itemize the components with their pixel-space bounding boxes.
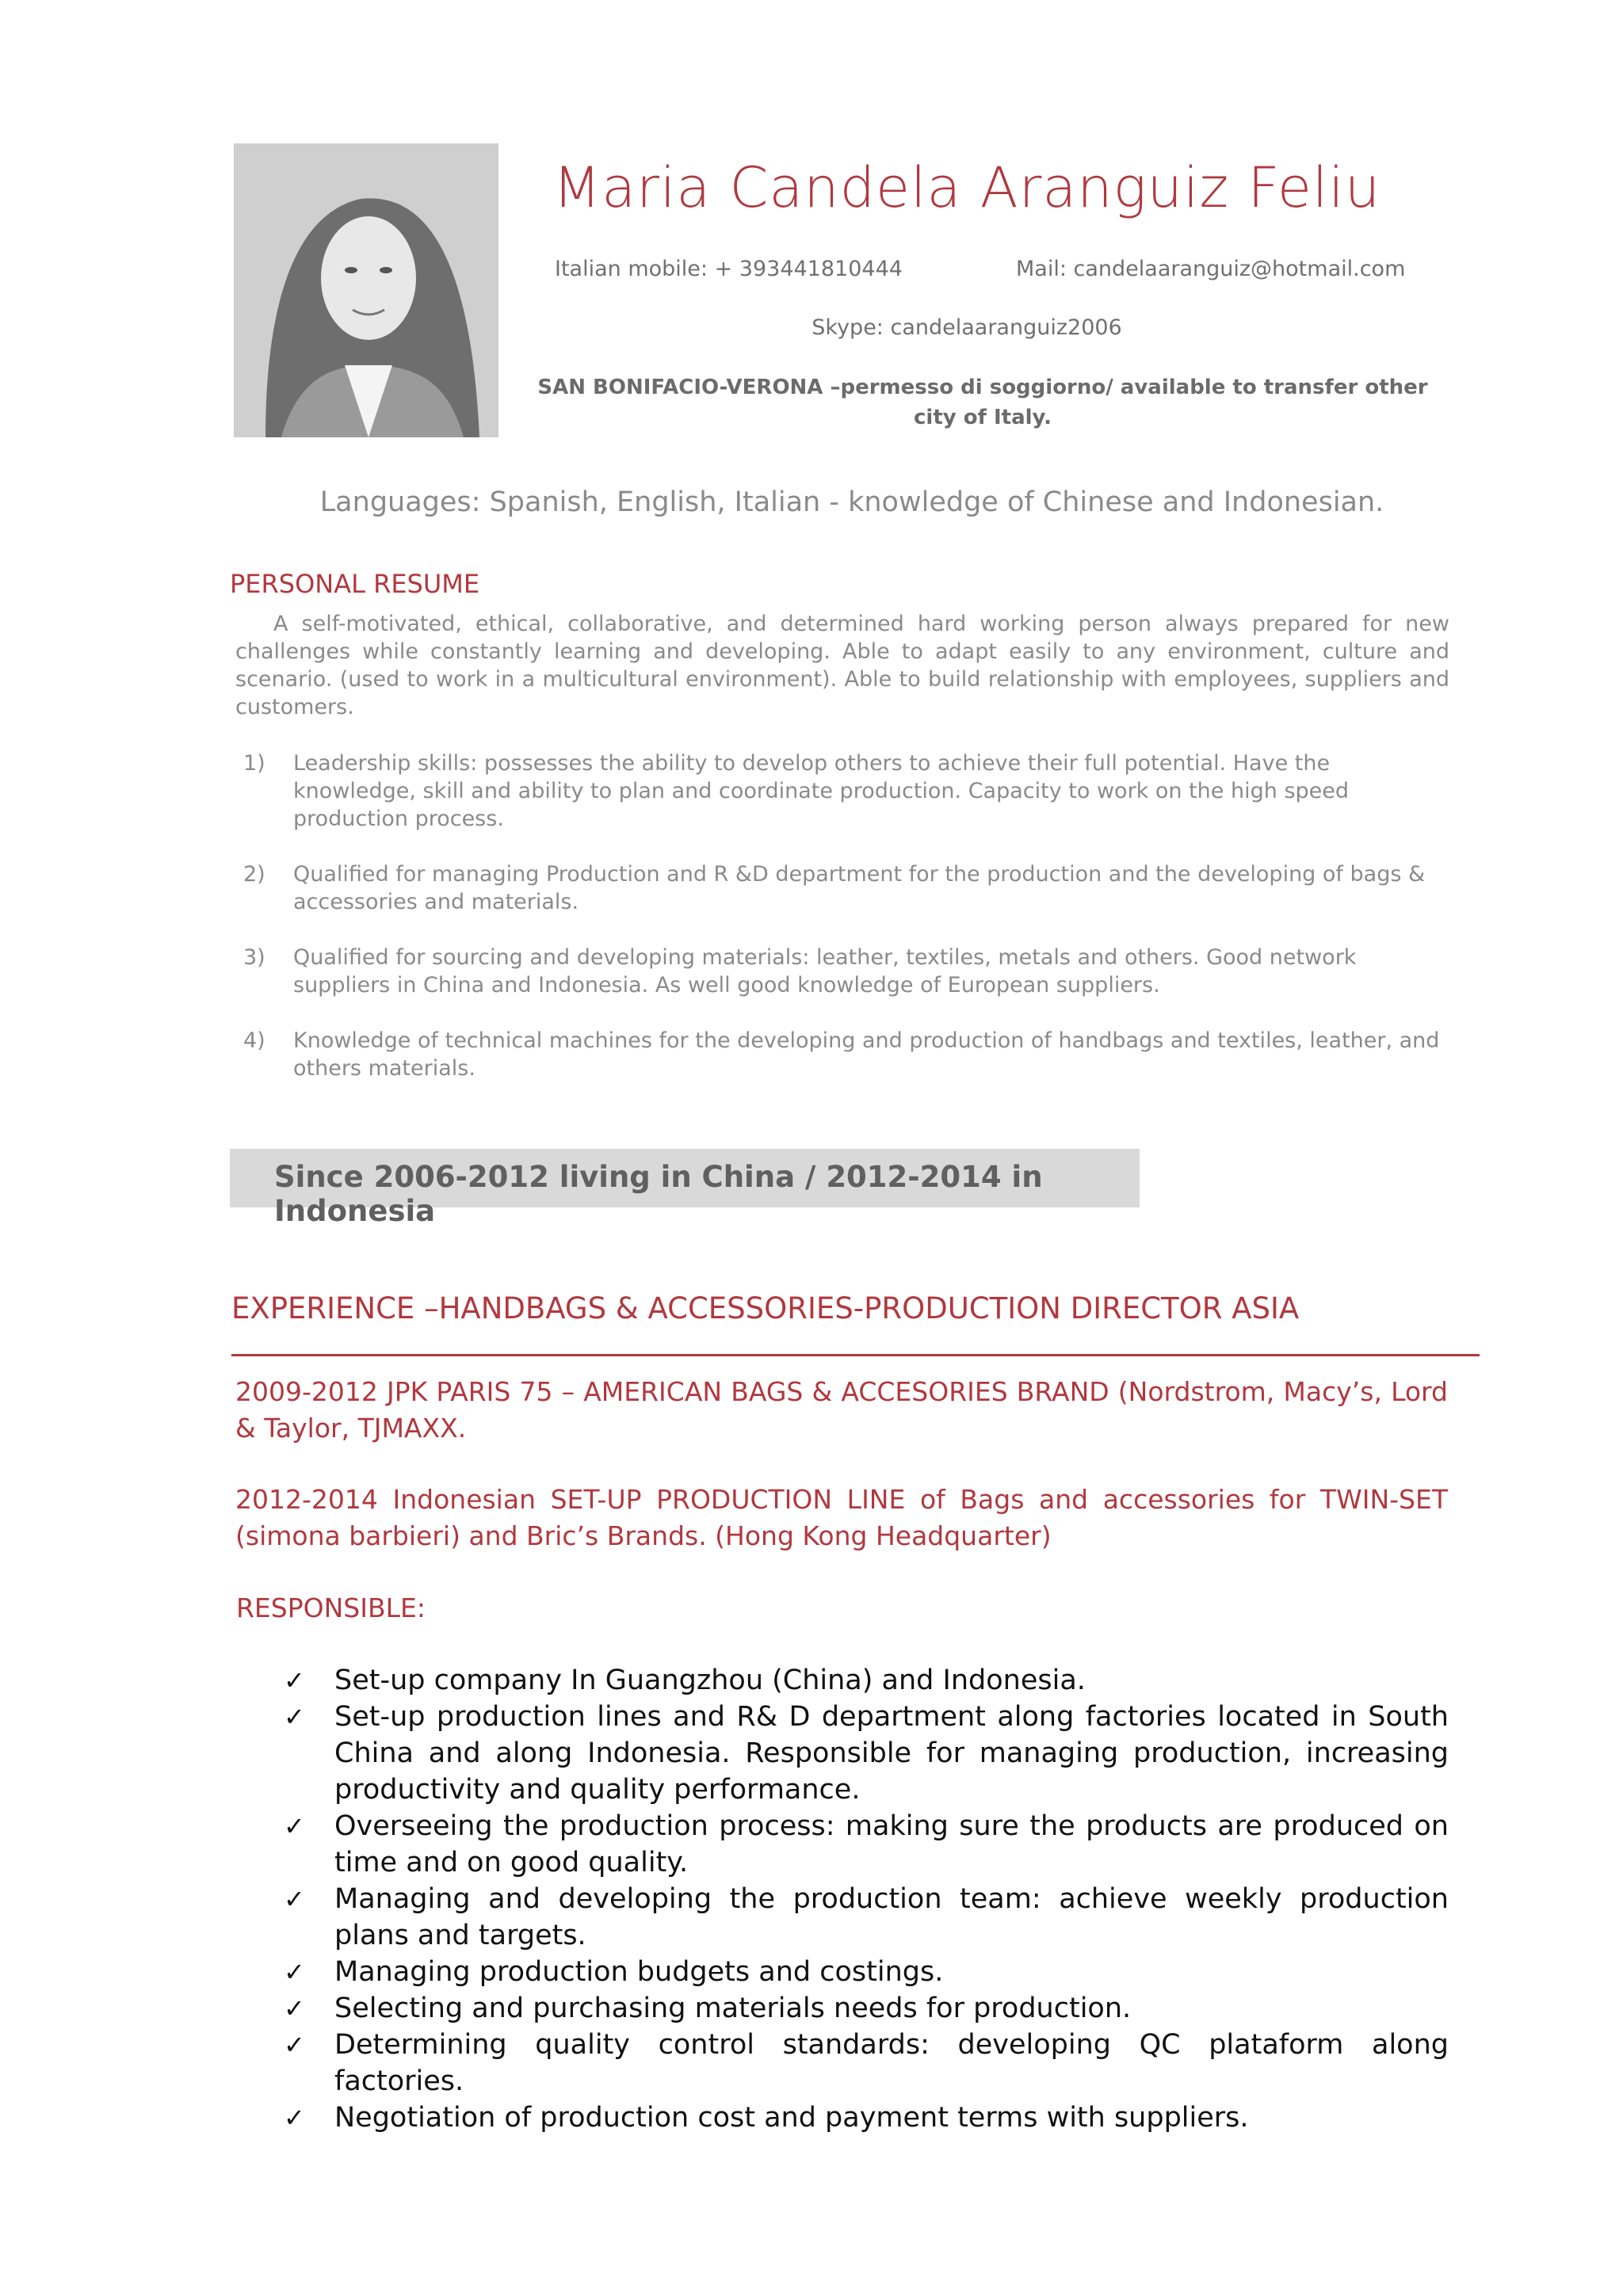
job-entry-indonesia: 2012-2014 Indonesian SET-UP PRODUCTION LINE of Bags and accessories for TWIN-SET (simona barbieri) and Bric’s Brands. (Hong Kong Headquarter) bbox=[235, 1484, 1448, 1551]
responsibilities-list bbox=[284, 1662, 1449, 2136]
item-number: 3) bbox=[243, 945, 265, 970]
personal-resume-heading: PERSONAL RESUME bbox=[230, 569, 480, 599]
item-text: Managing production budgets and costings. bbox=[334, 1956, 944, 1988]
checkmark-icon: ✓ bbox=[284, 2030, 305, 2060]
job-entry-jpk: 2009-2012 JPK PARIS 75 – AMERICAN BAGS & ACCESORIES BRAND (Nordstrom, Macy’s, Lord & Taylor, TJMAXX. bbox=[235, 1376, 1448, 1444]
item-number: 4) bbox=[243, 1028, 265, 1053]
item-text: Negotiation of production cost and payment terms with suppliers. bbox=[334, 2102, 1249, 2134]
item-text: Managing and developing the production team: achieve weekly production plans and targets. bbox=[334, 1883, 1449, 1951]
list-item bbox=[284, 1808, 1449, 1881]
list-item bbox=[235, 944, 1452, 999]
responsible-heading: RESPONSIBLE: bbox=[236, 1592, 426, 1623]
checkmark-icon: ✓ bbox=[284, 1884, 305, 1914]
checkmark-icon: ✓ bbox=[284, 1957, 305, 1987]
section-divider bbox=[231, 1354, 1480, 1356]
item-number: 1) bbox=[243, 751, 265, 776]
item-text: Qualified for managing Production and R &D department for the production and the developing of bags & accessories and materials. bbox=[293, 862, 1426, 914]
list-item bbox=[284, 1954, 1449, 1990]
residence-banner-text: Since 2006-2012 living in China / 2012-2014 in Indonesia bbox=[274, 1160, 1043, 1228]
list-item bbox=[284, 1662, 1449, 1699]
languages-line: Languages: Spanish, English, Italian - knowledge of Chinese and Indonesian. bbox=[319, 486, 1384, 518]
email-address: Mail: candelaaranguiz@hotmail.com bbox=[1016, 257, 1406, 281]
checkmark-icon: ✓ bbox=[284, 1811, 305, 1841]
list-item bbox=[284, 2100, 1449, 2136]
item-text: Set-up company In Guangzhou (China) and Indonesia. bbox=[334, 1665, 1086, 1696]
candidate-name: Maria Candela Aranguiz Feliu bbox=[552, 155, 1381, 220]
item-text: Set-up production lines and R& D department along factories located in South China and along Indonesia. Responsible for managing production, increasing productivity and quality performance. bbox=[334, 1701, 1449, 1806]
item-text: Selecting and purchasing materials needs for production. bbox=[334, 1993, 1132, 2024]
item-text: Qualified for sourcing and developing materials: leather, textiles, metals and others. Good network suppliers in China and Indonesia. As well good knowledge of European suppliers. bbox=[293, 945, 1357, 997]
checkmark-icon: ✓ bbox=[284, 1993, 305, 2023]
skills-list bbox=[235, 749, 1452, 1110]
list-item bbox=[284, 1990, 1449, 2027]
residence-banner bbox=[230, 1149, 1140, 1228]
item-number: 2) bbox=[243, 862, 265, 887]
mobile-number: Italian mobile: + 393441810444 bbox=[555, 257, 903, 281]
portrait-image bbox=[234, 143, 498, 437]
checkmark-icon: ✓ bbox=[284, 2103, 305, 2133]
list-item bbox=[284, 1699, 1449, 1808]
profile-photo bbox=[234, 143, 498, 437]
list-item bbox=[284, 1881, 1449, 1954]
list-item bbox=[235, 1027, 1452, 1082]
location-statement: SAN BONIFACIO-VERONA –permesso di soggiorno/ available to transfer other city of Italy. bbox=[537, 376, 1428, 429]
skype-id: Skype: candelaaranguiz2006 bbox=[812, 315, 1122, 340]
checkmark-icon: ✓ bbox=[284, 1665, 305, 1695]
personal-summary: A self-motivated, ethical, collaborative, and determined hard working person always prepared for new challenges while constantly learning and developing. Able to adapt easily to any environment, culture and scenario. (used to work in a multicultural environment). Able to build relationship with employees, suppliers and customers. bbox=[235, 612, 1449, 719]
list-item bbox=[235, 749, 1452, 833]
list-item bbox=[284, 2027, 1449, 2100]
checkmark-icon: ✓ bbox=[284, 1702, 305, 1732]
item-text: Determining quality control standards: developing QC plataform along factories. bbox=[334, 2029, 1449, 2097]
list-item bbox=[235, 860, 1452, 916]
item-text: Knowledge of technical machines for the developing and production of handbags and textiles, leather, and others materials. bbox=[293, 1028, 1440, 1081]
experience-heading: EXPERIENCE –HANDBAGS & ACCESSORIES-PRODUCTION DIRECTOR ASIA bbox=[231, 1291, 1300, 1325]
item-text: Leadership skills: possesses the ability to develop others to achieve their full potential. Have the knowledge, skill and ability to plan and coordinate production. Capacity to work on the high speed production process. bbox=[293, 751, 1350, 831]
item-text: Overseeing the production process: making sure the products are produced on time and on good quality. bbox=[334, 1810, 1449, 1878]
